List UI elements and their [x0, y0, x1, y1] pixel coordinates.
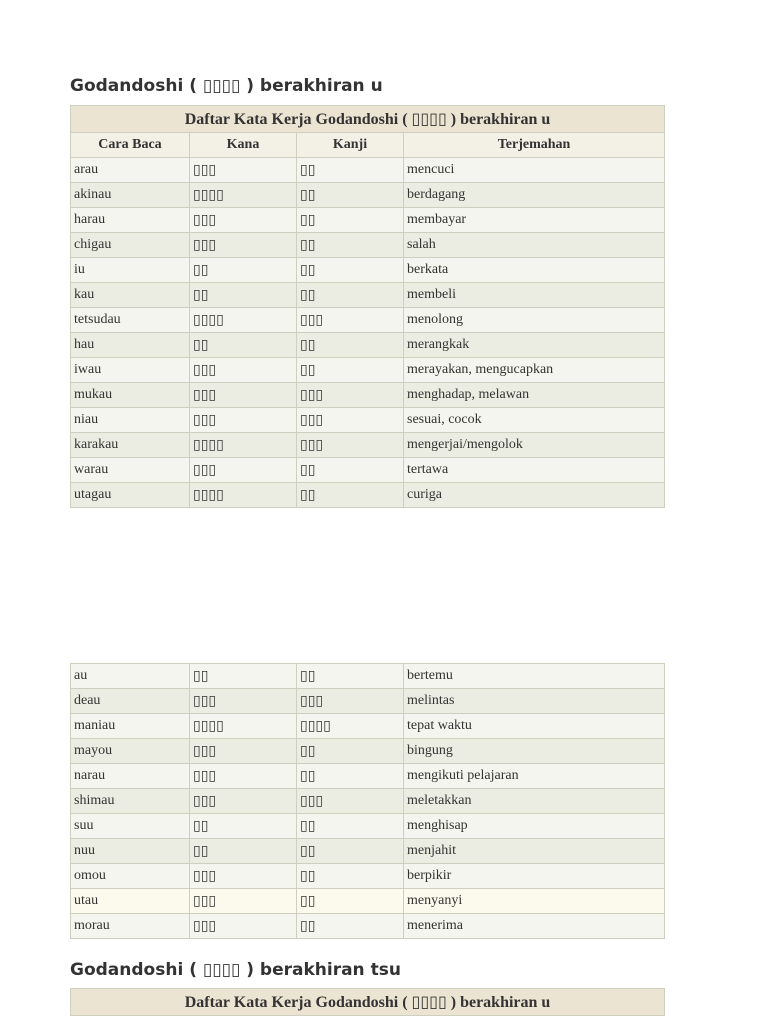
cell-kanji: ▯▯▯▯ — [297, 714, 404, 739]
table-row — [71, 358, 665, 383]
cell-kana: ▯▯ — [190, 814, 297, 839]
cell-kanji: ▯▯ — [297, 458, 404, 483]
table-row — [71, 664, 665, 689]
cell-terjemahan: bertemu — [404, 664, 665, 689]
table-row — [71, 283, 665, 308]
cell-kanji: ▯▯ — [297, 183, 404, 208]
cell-kanji: ▯▯ — [297, 664, 404, 689]
cell-kana: ▯▯▯▯ — [190, 433, 297, 458]
table-row — [71, 889, 665, 914]
cell-kanji: ▯▯ — [297, 333, 404, 358]
cell-kana: ▯▯▯ — [190, 889, 297, 914]
cell-terjemahan: curiga — [404, 483, 665, 508]
cell-cara-baca: warau — [71, 458, 190, 483]
cell-kana: ▯▯▯▯ — [190, 308, 297, 333]
cell-kana: ▯▯ — [190, 258, 297, 283]
cell-cara-baca: deau — [71, 689, 190, 714]
column-header-terjemahan: Terjemahan — [404, 133, 665, 158]
cell-cara-baca: morau — [71, 914, 190, 939]
cell-terjemahan: mencuci — [404, 158, 665, 183]
table-row — [71, 814, 665, 839]
cell-kana: ▯▯▯ — [190, 789, 297, 814]
cell-terjemahan: mengikuti pelajaran — [404, 764, 665, 789]
cell-kanji: ▯▯ — [297, 258, 404, 283]
cell-kana: ▯▯▯▯ — [190, 714, 297, 739]
table-row — [71, 333, 665, 358]
cell-kana: ▯▯▯ — [190, 764, 297, 789]
cell-cara-baca: iu — [71, 258, 190, 283]
table-row — [71, 308, 665, 333]
cell-kana: ▯▯▯ — [190, 233, 297, 258]
cell-terjemahan: salah — [404, 233, 665, 258]
cell-kanji: ▯▯▯ — [297, 408, 404, 433]
cell-terjemahan: berdagang — [404, 183, 665, 208]
table-row — [71, 764, 665, 789]
cell-kana: ▯▯▯▯ — [190, 483, 297, 508]
cell-cara-baca: mukau — [71, 383, 190, 408]
table-row — [71, 839, 665, 864]
cell-terjemahan: menyanyi — [404, 889, 665, 914]
cell-cara-baca: mayou — [71, 739, 190, 764]
cell-terjemahan: merayakan, mengucapkan — [404, 358, 665, 383]
cell-kana: ▯▯▯ — [190, 739, 297, 764]
cell-terjemahan: tepat waktu — [404, 714, 665, 739]
cell-kanji: ▯▯ — [297, 814, 404, 839]
table-body — [71, 664, 665, 939]
cell-cara-baca: arau — [71, 158, 190, 183]
cell-kanji: ▯▯▯ — [297, 308, 404, 333]
table-row — [71, 433, 665, 458]
cell-kanji: ▯▯ — [297, 283, 404, 308]
table-row — [71, 739, 665, 764]
cell-terjemahan: berkata — [404, 258, 665, 283]
verb-table-u-continued — [70, 663, 665, 939]
cell-kana: ▯▯▯ — [190, 458, 297, 483]
cell-cara-baca: utagau — [71, 483, 190, 508]
cell-terjemahan: membayar — [404, 208, 665, 233]
cell-kana: ▯▯▯ — [190, 208, 297, 233]
cell-kana: ▯▯▯▯ — [190, 183, 297, 208]
cell-cara-baca: tetsudau — [71, 308, 190, 333]
cell-cara-baca: hau — [71, 333, 190, 358]
cell-kanji: ▯▯ — [297, 889, 404, 914]
table-caption: Daftar Kata Kerja Godandoshi ( ▯▯▯▯ ) berakhiran u — [71, 106, 665, 133]
table-row — [71, 483, 665, 508]
cell-cara-baca: narau — [71, 764, 190, 789]
cell-cara-baca: iwau — [71, 358, 190, 383]
cell-cara-baca: karakau — [71, 433, 190, 458]
cell-terjemahan: berpikir — [404, 864, 665, 889]
cell-cara-baca: kau — [71, 283, 190, 308]
table-row — [71, 208, 665, 233]
cell-kana: ▯▯▯ — [190, 864, 297, 889]
cell-cara-baca: utau — [71, 889, 190, 914]
table-row — [71, 914, 665, 939]
cell-kana: ▯▯ — [190, 839, 297, 864]
cell-kanji: ▯▯ — [297, 233, 404, 258]
cell-terjemahan: menghisap — [404, 814, 665, 839]
table-body — [71, 158, 665, 508]
cell-kanji: ▯▯▯ — [297, 433, 404, 458]
table-row — [71, 258, 665, 283]
cell-kanji: ▯▯ — [297, 483, 404, 508]
cell-terjemahan: mengerjai/mengolok — [404, 433, 665, 458]
column-header-kana: Kana — [190, 133, 297, 158]
cell-kanji: ▯▯▯ — [297, 789, 404, 814]
table-row — [71, 158, 665, 183]
table-row — [71, 183, 665, 208]
cell-cara-baca: harau — [71, 208, 190, 233]
cell-kanji: ▯▯ — [297, 764, 404, 789]
table-row — [71, 789, 665, 814]
cell-kanji: ▯▯ — [297, 839, 404, 864]
cell-terjemahan: merangkak — [404, 333, 665, 358]
cell-kanji: ▯▯▯ — [297, 689, 404, 714]
cell-kana: ▯▯▯ — [190, 914, 297, 939]
table-row — [71, 383, 665, 408]
cell-kana: ▯▯ — [190, 664, 297, 689]
cell-cara-baca: maniau — [71, 714, 190, 739]
cell-terjemahan: menjahit — [404, 839, 665, 864]
cell-kana: ▯▯ — [190, 333, 297, 358]
cell-kana: ▯▯▯ — [190, 383, 297, 408]
table-caption: Daftar Kata Kerja Godandoshi ( ▯▯▯▯ ) berakhiran u — [71, 989, 665, 1016]
cell-terjemahan: membeli — [404, 283, 665, 308]
column-header-cara-baca: Cara Baca — [71, 133, 190, 158]
cell-cara-baca: omou — [71, 864, 190, 889]
cell-cara-baca: nuu — [71, 839, 190, 864]
cell-kanji: ▯▯ — [297, 158, 404, 183]
section-heading-tsu: Godandoshi ( ▯▯▯▯ ) berakhiran tsu — [70, 960, 401, 980]
cell-cara-baca: niau — [71, 408, 190, 433]
cell-terjemahan: melintas — [404, 689, 665, 714]
table-row — [71, 714, 665, 739]
cell-terjemahan: menerima — [404, 914, 665, 939]
cell-cara-baca: chigau — [71, 233, 190, 258]
cell-kanji: ▯▯ — [297, 914, 404, 939]
cell-terjemahan: menolong — [404, 308, 665, 333]
section-heading-u: Godandoshi ( ▯▯▯▯ ) berakhiran u — [70, 76, 383, 96]
verb-table-tsu — [70, 988, 665, 1016]
table-row — [71, 233, 665, 258]
table-row — [71, 408, 665, 433]
cell-terjemahan: meletakkan — [404, 789, 665, 814]
cell-kanji: ▯▯ — [297, 739, 404, 764]
cell-kana: ▯▯▯ — [190, 158, 297, 183]
cell-kanji: ▯▯ — [297, 358, 404, 383]
table-row — [71, 689, 665, 714]
cell-kana: ▯▯▯ — [190, 358, 297, 383]
column-header-kanji: Kanji — [297, 133, 404, 158]
cell-kana: ▯▯▯ — [190, 408, 297, 433]
cell-terjemahan: sesuai, cocok — [404, 408, 665, 433]
table-row — [71, 864, 665, 889]
cell-cara-baca: suu — [71, 814, 190, 839]
cell-kanji: ▯▯ — [297, 864, 404, 889]
table-row — [71, 458, 665, 483]
cell-kanji: ▯▯ — [297, 208, 404, 233]
cell-kana: ▯▯ — [190, 283, 297, 308]
cell-kanji: ▯▯▯ — [297, 383, 404, 408]
cell-cara-baca: shimau — [71, 789, 190, 814]
cell-cara-baca: akinau — [71, 183, 190, 208]
cell-kana: ▯▯▯ — [190, 689, 297, 714]
cell-terjemahan: menghadap, melawan — [404, 383, 665, 408]
cell-terjemahan: bingung — [404, 739, 665, 764]
cell-cara-baca: au — [71, 664, 190, 689]
verb-table-u — [70, 105, 665, 508]
cell-terjemahan: tertawa — [404, 458, 665, 483]
